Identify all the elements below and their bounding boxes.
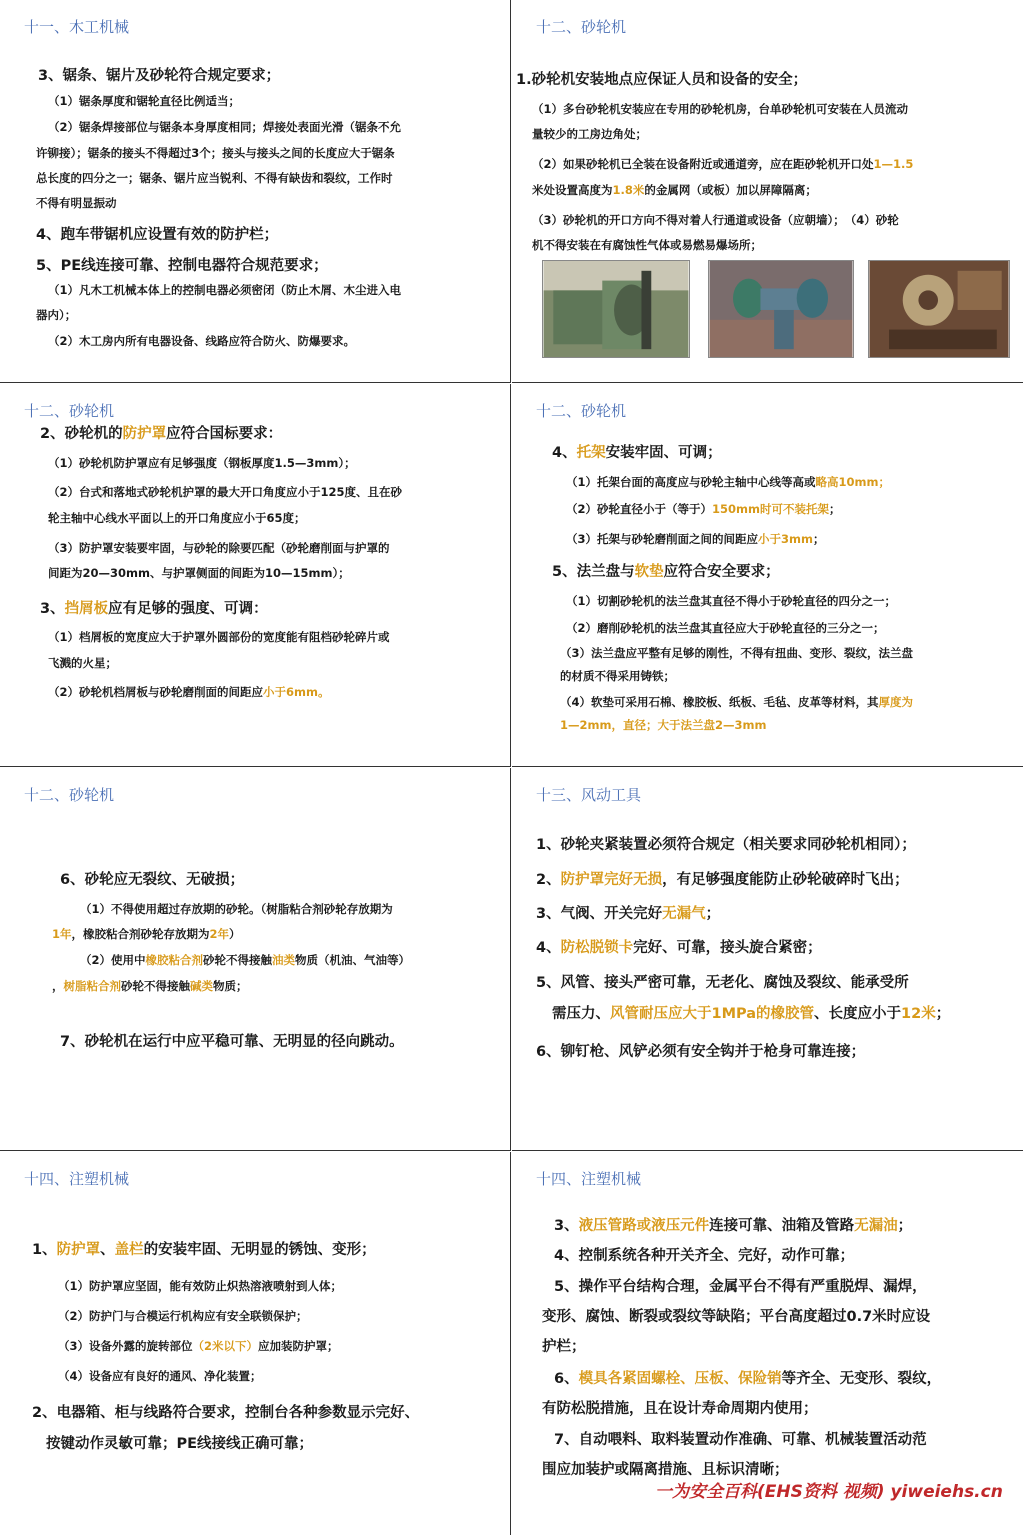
item-heading: 5、法兰盘与软垫应符合安全要求； bbox=[552, 564, 780, 580]
slide-grinder-4 bbox=[0, 768, 511, 1151]
item-text: （1）锯条厚度和锯轮直径比例适当； bbox=[48, 94, 240, 108]
item-heading: 变形、腐蚀、断裂或裂纹等缺陷；平台高度超过0.7米时应设 bbox=[542, 1309, 931, 1325]
item-heading: 3、挡屑板应有足够的强度、可调： bbox=[40, 601, 268, 617]
source-watermark: 一为安全百科(EHS资料 视频) yiweiehs.cn bbox=[655, 1482, 1003, 1502]
item-heading: 按键动作灵敏可靠；PE线接线正确可靠； bbox=[46, 1436, 314, 1452]
item-text: （4）软垫可采用石棉、橡胶板、纸板、毛毡、皮革等材料，其厚度为 bbox=[560, 695, 913, 709]
item-text: 的材质不得采用铸铁； bbox=[560, 669, 675, 683]
item-text: （3）设备外露的旋转部位（2米以下）应加装防护罩； bbox=[58, 1339, 339, 1353]
item-text: （2）使用中橡胶粘合剂砂轮不得接触油类物质（机油、气油等） bbox=[80, 953, 411, 967]
item-text: 飞溅的火星； bbox=[48, 656, 117, 670]
slide-title: 十四、注塑机械 bbox=[24, 1170, 130, 1188]
slide-title: 十三、风动工具 bbox=[536, 786, 642, 804]
item-text: （2）防护门与合模运行机构应有安全联锁保护； bbox=[58, 1309, 308, 1323]
item-heading: 4、托架安装牢固、可调； bbox=[552, 445, 722, 461]
item-text: （2）砂轮机档屑板与砂轮磨削面的间距应小于6mm。 bbox=[48, 685, 330, 699]
item-text: 1年，橡胶粘合剂砂轮存放期为2年） bbox=[52, 927, 241, 941]
slide-title: 十二、砂轮机 bbox=[24, 786, 115, 804]
item-heading: 2、电器箱、柜与线路符合要求，控制台各种参数显示完好、 bbox=[32, 1405, 420, 1421]
item-heading: 5、PE线连接可靠、控制电器符合规范要求； bbox=[36, 258, 328, 274]
item-text: （1）托架台面的高度应与砂轮主轴中心线等高或略高10mm； bbox=[566, 475, 890, 489]
grinder-photo-3 bbox=[868, 260, 1010, 358]
item-text: 1—2mm，直径；大于法兰盘2—3mm bbox=[560, 718, 767, 732]
item-text: 器内）； bbox=[36, 308, 77, 322]
slide-injection-1 bbox=[0, 1152, 511, 1535]
item-heading: 4、控制系统各种开关齐全、完好，动作可靠； bbox=[554, 1248, 855, 1264]
item-text: （4）设备应有良好的通风、净化装置； bbox=[58, 1369, 262, 1383]
grinder-photo-1 bbox=[542, 260, 690, 358]
slide-grinder-1 bbox=[512, 0, 1023, 383]
item-heading: 7、砂轮机在运行中应平稳可靠、无明显的径向跳动。 bbox=[60, 1034, 404, 1050]
item-text: （3）防护罩安装要牢固，与砂轮的除要匹配（砂轮磨削面与护罩的 bbox=[48, 541, 390, 555]
item-text: （2）木工房内所有电器设备、线路应符合防火、防爆要求。 bbox=[48, 334, 355, 348]
item-text: （2）台式和落地式砂轮机护罩的最大开口角度应小于125度、且在砂 bbox=[48, 485, 403, 499]
slide-grinder-3 bbox=[512, 384, 1023, 767]
item-heading: 3、液压管路或液压元件连接可靠、油箱及管路无漏油； bbox=[554, 1218, 913, 1234]
item-heading: 6、模具各紧固螺栓、压板、保险销等齐全、无变形、裂纹， bbox=[554, 1371, 942, 1387]
item-text: 轮主轴中心线水平面以上的开口角度应小于65度； bbox=[48, 511, 306, 525]
slide-title: 十二、砂轮机 bbox=[536, 402, 627, 420]
item-heading: 2、砂轮机的防护罩应符合国标要求： bbox=[40, 426, 283, 442]
item-text: （1）凡木工机械本体上的控制电器必须密闭（防止木屑、木尘进入电 bbox=[48, 283, 401, 297]
slide-title: 十四、注塑机械 bbox=[536, 1170, 642, 1188]
slide-title: 十一、木工机械 bbox=[24, 18, 130, 36]
slide-title: 十二、砂轮机 bbox=[536, 18, 627, 36]
item-text: 许铆接）；锯条的接头不得超过3个；接头与接头之间的长度应大于锯条 bbox=[36, 146, 395, 160]
item-heading: 4、跑车带锯机应设置有效的防护栏； bbox=[36, 227, 279, 243]
item-heading: 1、砂轮夹紧装置必须符合规定（相关要求同砂轮机相同）； bbox=[536, 837, 916, 853]
item-text: （1）不得使用超过存放期的砂轮。（树脂粘合剂砂轮存放期为 bbox=[80, 902, 393, 916]
item-text: ，树脂粘合剂砂轮不得接触碱类物质； bbox=[52, 979, 248, 993]
item-heading: 6、砂轮应无裂纹、无破损； bbox=[60, 872, 245, 888]
item-text: （2）如果砂轮机已全装在设备附近或通道旁，应在距砂轮机开口处1—1.5 bbox=[532, 157, 914, 171]
item-text: 总长度的四分之一；锯条、锯片应当锐利、不得有缺齿和裂纹，工作时 bbox=[36, 171, 393, 185]
item-text: （3）托架与砂轮磨削面之间的间距应小于3mm； bbox=[566, 532, 825, 546]
item-text: 不得有明显振动 bbox=[36, 196, 117, 210]
item-heading: 2、防护罩完好无损，有足够强度能防止砂轮破碎时飞出； bbox=[536, 872, 909, 888]
item-heading: 5、风管、接头严密可靠，无老化、腐蚀及裂纹、能承受所 bbox=[536, 975, 909, 991]
item-heading: 5、操作平台结构合理，金属平台不得有严重脱焊、漏焊， bbox=[554, 1279, 927, 1295]
item-text: （3）法兰盘应平整有足够的刚性，不得有扭曲、变形、裂纹，法兰盘 bbox=[560, 646, 913, 660]
item-text: 间距为20—30mm、与护罩侧面的间距为10—15mm）； bbox=[48, 566, 350, 580]
item-text: （1）切割砂轮机的法兰盘其直径不得小于砂轮直径的四分之一； bbox=[566, 594, 896, 608]
item-heading: 有防松脱措施，且在设计寿命周期内使用； bbox=[542, 1401, 818, 1417]
slide-pneumatic-tools bbox=[512, 768, 1023, 1151]
item-heading: 围应加装护或隔离措施、且标识清晰； bbox=[542, 1462, 789, 1478]
item-heading: 3、锯条、锯片及砂轮符合规定要求； bbox=[38, 68, 281, 84]
item-text: 机不得安装在有腐蚀性气体或易燃易爆场所； bbox=[532, 238, 762, 252]
grinder-photo-2 bbox=[708, 260, 854, 358]
item-heading: 需压力、风管耐压应大于1MPa的橡胶管、长度应小于12米； bbox=[552, 1006, 951, 1022]
slide-grinder-2 bbox=[0, 384, 511, 767]
item-heading: 7、自动喂料、取料装置动作准确、可靠、机械装置活动范 bbox=[554, 1432, 927, 1448]
item-heading: 1、防护罩、盖栏的安装牢固、无明显的锈蚀、变形； bbox=[32, 1242, 376, 1258]
slide-woodworking bbox=[0, 0, 511, 383]
item-text: （2）磨削砂轮机的法兰盘其直径应大于砂轮直径的三分之一； bbox=[566, 621, 885, 635]
item-heading: 6、铆钉枪、风铲必须有安全钩并于枪身可靠连接； bbox=[536, 1044, 866, 1060]
item-heading: 4、防松脱锁卡完好、可靠，接头旋合紧密； bbox=[536, 940, 822, 956]
item-text: 米处设置高度为1.8米的金属网（或板）加以屏障隔离； bbox=[532, 183, 817, 197]
item-text: （1）档屑板的宽度应大于护罩外圆部份的宽度能有阻档砂轮碎片或 bbox=[48, 630, 390, 644]
item-text: （1）多台砂轮机安装应在专用的砂轮机房，台单砂轮机可安装在人员流动 bbox=[532, 102, 908, 116]
item-text: （2）锯条焊接部位与锯条本身厚度相同；焊接处表面光滑（锯条不允 bbox=[48, 120, 401, 134]
item-heading: 3、气阀、开关完好无漏气； bbox=[536, 906, 721, 922]
item-text: （2）砂轮直径小于（等于）150mm时可不装托架； bbox=[566, 502, 841, 516]
item-text: （1）防护罩应坚固，能有效防止炽热溶液喷射到人体； bbox=[58, 1279, 342, 1293]
item-text: （3）砂轮机的开口方向不得对着人行通道或设备（应朝墙）； （4）砂轮 bbox=[532, 213, 899, 227]
item-text: （1）砂轮机防护罩应有足够强度（钢板厚度1.5—3mm）； bbox=[48, 456, 356, 470]
slide-title: 十二、砂轮机 bbox=[24, 402, 115, 420]
item-heading: 护栏； bbox=[542, 1339, 586, 1355]
item-heading: 1.砂轮机安装地点应保证人员和设备的安全； bbox=[516, 72, 808, 88]
item-text: 量较少的工房边角处； bbox=[532, 127, 647, 141]
